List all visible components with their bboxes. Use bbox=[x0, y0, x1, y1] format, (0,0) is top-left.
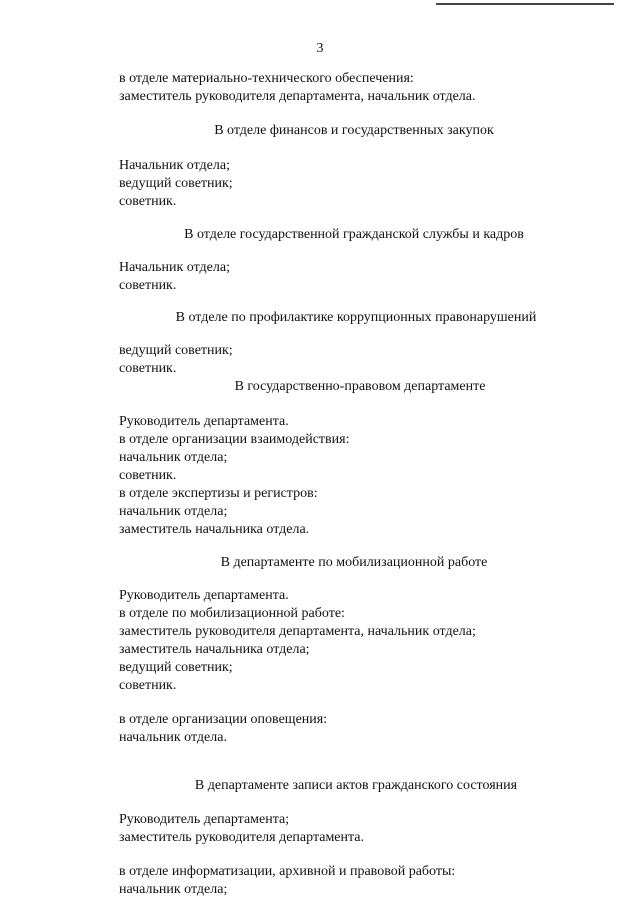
section-heading: В отделе по профилактике коррупционных правонарушений bbox=[175, 310, 537, 325]
body-line: заместитель руководителя департамента, начальник отдела; bbox=[119, 624, 476, 639]
body-line: заместитель руководителя департамента. bbox=[119, 830, 365, 845]
body-line: начальник отдела; bbox=[119, 882, 228, 897]
body-line: советник. bbox=[119, 678, 177, 693]
body-line: советник. bbox=[119, 361, 177, 376]
body-line: ведущий советник; bbox=[119, 343, 233, 358]
body-line: ведущий советник; bbox=[119, 660, 233, 675]
body-line: в отделе материально-технического обеспечения: bbox=[119, 71, 414, 86]
body-line: в отделе организации оповещения: bbox=[119, 712, 328, 727]
body-line: начальник отдела. bbox=[119, 730, 227, 745]
body-line: Руководитель департамента. bbox=[119, 588, 289, 603]
body-line: заместитель начальника отдела. bbox=[119, 522, 310, 537]
body-line: заместитель начальника отдела; bbox=[119, 642, 310, 657]
body-line: заместитель руководителя департамента, начальник отдела. bbox=[119, 89, 476, 104]
body-line: начальник отдела; bbox=[119, 450, 228, 465]
page-number: 3 bbox=[316, 41, 324, 56]
body-line: начальник отдела; bbox=[119, 504, 228, 519]
body-line: в отделе по мобилизационной работе: bbox=[119, 606, 345, 621]
document-body bbox=[119, 70, 609, 899]
body-line: в отделе организации взаимодействия: bbox=[119, 432, 350, 447]
section-heading: В отделе финансов и государственных закупок bbox=[214, 123, 494, 138]
body-line: в отделе информатизации, архивной и правовой работы: bbox=[119, 864, 456, 879]
section-heading: В отделе государственной гражданской службы и кадров bbox=[184, 227, 524, 242]
body-line: советник. bbox=[119, 194, 177, 209]
section-heading: В департаменте записи актов гражданского состояния bbox=[194, 778, 518, 793]
header-rule bbox=[436, 3, 614, 5]
body-line: ведущий советник; bbox=[119, 176, 233, 191]
section-heading: В департаменте по мобилизационной работе bbox=[220, 555, 488, 570]
body-line: Руководитель департамента. bbox=[119, 414, 289, 429]
body-line: Начальник отдела; bbox=[119, 158, 230, 173]
body-line: в отделе экспертизы и регистров: bbox=[119, 486, 318, 501]
body-line: Начальник отдела; bbox=[119, 260, 230, 275]
body-line: Руководитель департамента; bbox=[119, 812, 290, 827]
section-heading: В государственно-правовом департаменте bbox=[234, 379, 486, 394]
body-line: советник. bbox=[119, 468, 177, 483]
body-line: советник. bbox=[119, 278, 177, 293]
